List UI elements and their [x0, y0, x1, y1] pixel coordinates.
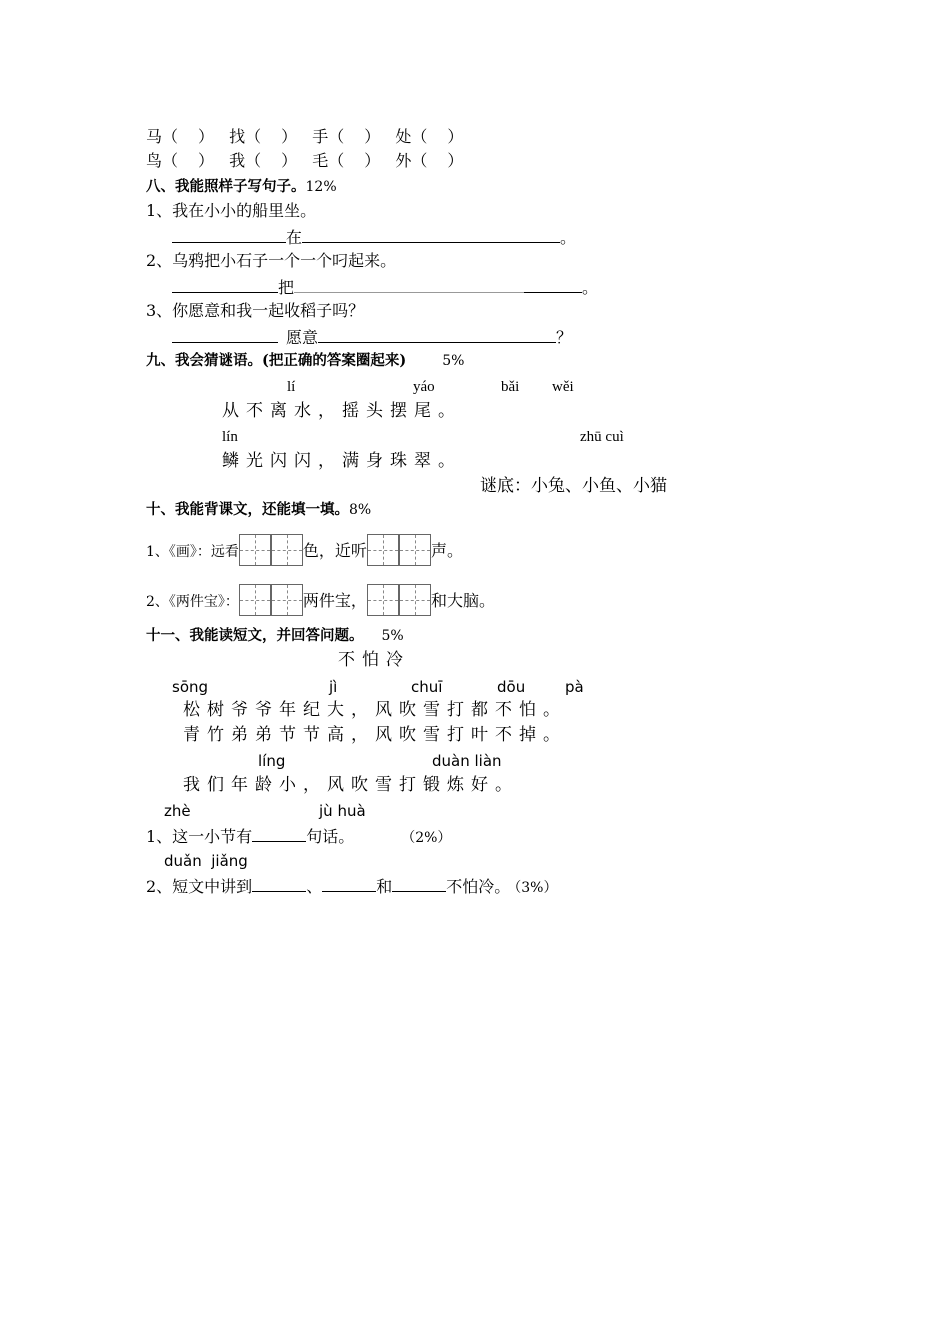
section-9-heading: 九、我会猜谜语。(把正确的答案圈起来) 5%	[146, 352, 465, 369]
tianzige-box[interactable]	[399, 584, 431, 616]
blank[interactable]	[252, 825, 306, 842]
char-wo: 我（	[229, 151, 262, 170]
s11-q1: 1、这一小节有 句话。 （2%）	[146, 827, 452, 846]
tianzige-box[interactable]	[239, 584, 271, 616]
paren-close: ）	[364, 151, 381, 170]
tianzige-box[interactable]	[271, 584, 303, 616]
tianzige-box[interactable]	[271, 534, 303, 566]
char-niao: 鸟（	[146, 151, 179, 170]
pinyin-duan-lian: duàn liàn	[432, 752, 502, 770]
char-ma: 马（	[146, 127, 179, 146]
blank[interactable]	[524, 276, 582, 293]
section-10-heading: 十、我能背课文，还能填一填。8%	[146, 501, 372, 518]
section-11-score: 5%	[381, 628, 404, 644]
pinyin-song: sōng	[172, 678, 209, 696]
char-mao: 毛（	[312, 151, 345, 170]
pinyin-bai: bǎi	[501, 379, 520, 395]
passage-line-1: 松树爷爷年纪大，风吹雪打都不怕。	[183, 700, 567, 720]
pinyin-chui: chuī	[411, 678, 443, 696]
tianzige-box[interactable]	[399, 534, 431, 566]
pinyin-li: lí	[287, 379, 296, 395]
pinyin-ju-hua: jù huà	[319, 802, 366, 820]
paren-close: ）	[447, 127, 464, 146]
tianzige-box[interactable]	[239, 534, 271, 566]
char-zhao: 找（	[229, 127, 262, 146]
blank[interactable]	[302, 226, 560, 243]
blank[interactable]	[172, 326, 278, 343]
s11-q2: 2、短文中讲到 、 和 不怕冷。 （3%）	[146, 877, 558, 896]
pinyin-ji: jì	[329, 678, 338, 696]
passage-line-3: 我们年龄小，风吹雪打锻炼好。	[183, 775, 519, 795]
pinyin-ling: líng	[258, 752, 286, 770]
pinyin-yao: yáo	[413, 379, 435, 395]
blank[interactable]	[172, 276, 278, 293]
section-10-score: 8%	[349, 502, 372, 518]
section-8-heading: 八、我能照样子写句子。12%	[146, 178, 337, 195]
passage-title: 不怕冷	[338, 650, 410, 670]
passage-line-2: 青竹弟弟节节高，风吹雪打叶不掉。	[183, 725, 567, 745]
blank[interactable]	[322, 875, 376, 892]
blank[interactable]	[318, 326, 556, 343]
section-11-heading: 十一、我能读短文，并回答问题。 5%	[146, 627, 404, 644]
paren-close: ）	[281, 127, 298, 146]
pinyin-wei: wěi	[552, 379, 574, 395]
blank[interactable]	[294, 276, 524, 293]
riddle-line-1: 从不离水，摇头摆尾。	[222, 401, 462, 421]
section-9-score: 5%	[442, 353, 465, 369]
tianzige-box[interactable]	[367, 584, 399, 616]
tianzige-box[interactable]	[367, 534, 399, 566]
riddle-answer[interactable]: 谜底：小兔、小鱼、小猫	[480, 476, 667, 496]
pinyin-pa: pà	[565, 678, 584, 696]
blank[interactable]	[172, 226, 286, 243]
s8-q1: 1、我在小小的船里坐。	[146, 201, 317, 220]
pinyin-lin: lín	[222, 429, 238, 445]
riddle-line-2: 鳞光闪闪，满身珠翠。	[222, 451, 462, 471]
s8-q3-answer: 愿意 ？	[172, 326, 572, 348]
char-shou: 手（	[312, 127, 345, 146]
q1-score: （2%）	[408, 830, 452, 846]
pinyin-duan-jiang: duǎn jiǎng	[164, 852, 248, 870]
paren-close: ）	[281, 151, 298, 170]
paren-close: ）	[198, 151, 215, 170]
paren-close: ）	[364, 127, 381, 146]
s8-q1-answer: 在 。	[172, 226, 576, 248]
pinyin-dou: dōu	[497, 678, 526, 696]
s8-q3: 3、你愿意和我一起收稻子吗？	[146, 301, 365, 320]
s10-q2: 2、《两件宝》： 两件宝， 和大脑。	[146, 584, 495, 619]
char-chu: 处（	[395, 127, 428, 146]
paren-close: ）	[447, 151, 464, 170]
paren-close: ）	[198, 127, 215, 146]
blank[interactable]	[252, 875, 306, 892]
char-wai: 外（	[395, 151, 428, 170]
s10-q1: 1、《画》：远看 色，近听 声。	[146, 534, 463, 569]
q2-score: （3%）	[514, 880, 558, 896]
pinyin-zhu-cui: zhū cuì	[580, 429, 624, 445]
pinyin-zhe: zhè	[164, 802, 191, 820]
char-row-niao	[146, 151, 463, 171]
s8-q2: 2、乌鸦把小石子一个一个叼起来。	[146, 251, 397, 270]
char-row-ma	[146, 127, 463, 147]
blank[interactable]	[392, 875, 446, 892]
s8-q2-answer: 把 。	[172, 276, 598, 298]
section-8-score: 12%	[305, 179, 337, 195]
